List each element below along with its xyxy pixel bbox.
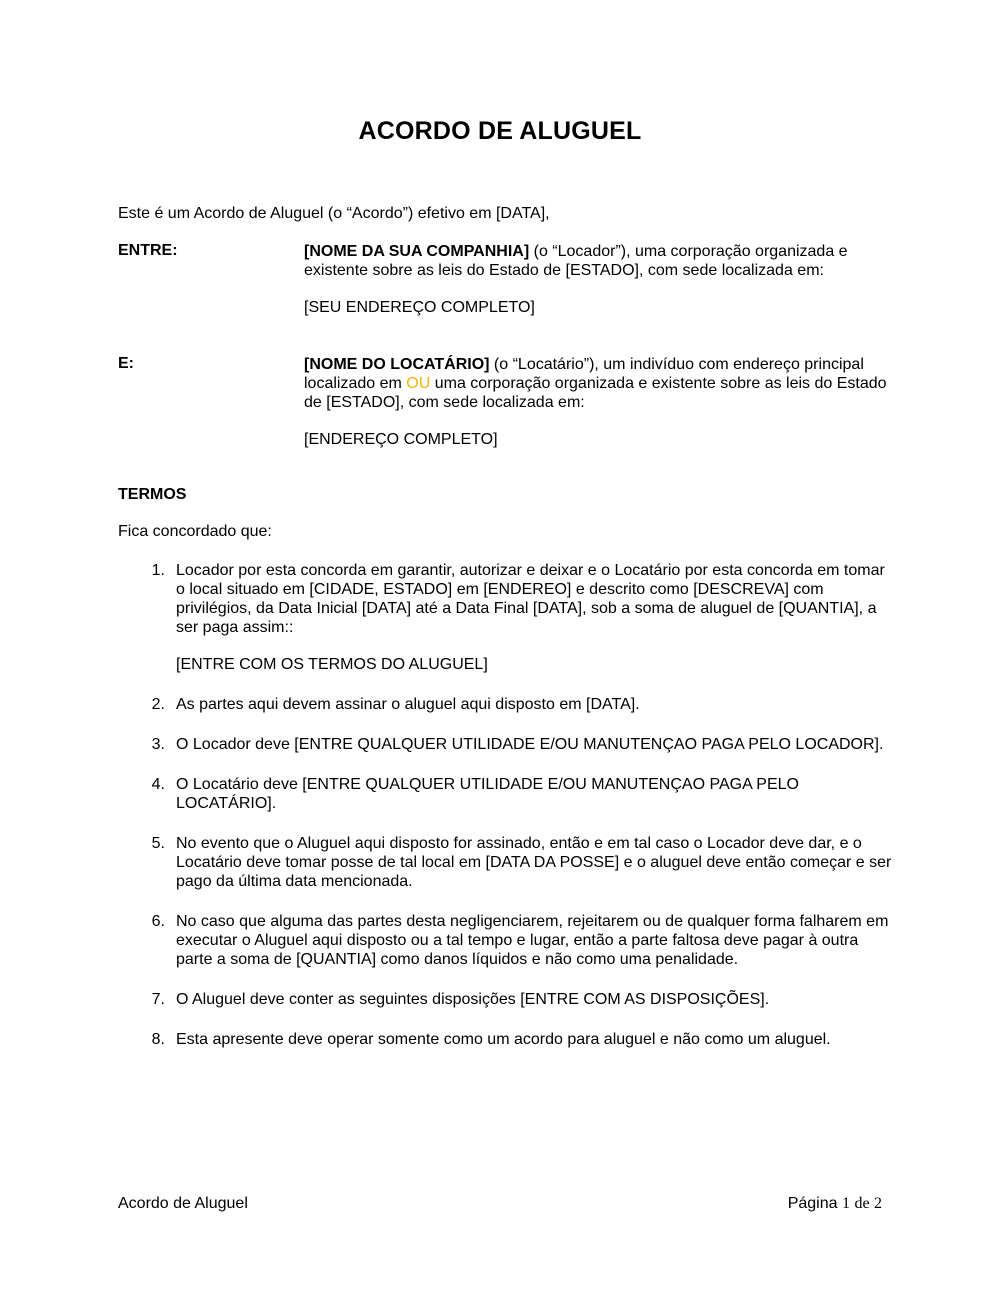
item-number: 8. — [151, 1031, 165, 1048]
item-text: Esta apresente deve operar somente como um acordo para aluguel e não como um aluguel. — [176, 1031, 831, 1048]
list-item — [118, 912, 898, 969]
footer-document-name: Acordo de Aluguel — [118, 1195, 248, 1212]
list-item — [118, 990, 898, 1009]
item-number: 3. — [151, 736, 165, 753]
lead-text: Fica concordado que: — [118, 523, 272, 540]
item-text: No caso que alguma das partes desta negligenciarem, rejeitarem ou de qualquer forma falharem em executar o Aluguel aqui disposto ou a tal tempo e lugar, então a parte faltosa deve pagar à outra parte a soma de [QUANTIA] como danos líquidos e não como uma penalidade. — [176, 913, 889, 968]
item-text: O Locatário deve [ENTRE QUALQUER UTILIDADE E/OU MANUTENÇAO PAGA PELO LOCATÁRIO]. — [176, 776, 799, 812]
party2-text-a: (o “Locatário”), um indivíduo com endereço principal localizado em — [304, 356, 864, 392]
item-subtext: [ENTRE COM OS TERMOS DO ALUGUEL] — [176, 656, 488, 673]
list-item — [118, 775, 898, 813]
party2-name: [NOME DO LOCATÁRIO] — [304, 356, 490, 373]
section-title: TERMOS — [118, 486, 187, 503]
item-number: 2. — [151, 696, 165, 713]
item-number: 7. — [151, 991, 165, 1008]
terms-list — [118, 561, 898, 1070]
document-title: ACORDO DE ALUGUEL — [358, 117, 642, 145]
party1-block — [304, 242, 904, 317]
page-of: de — [854, 1195, 870, 1212]
item-text: Locador por esta concorda em garantir, autorizar e deixar e o Locatário por esta concorda em tomar o local situado em [CIDADE, ESTADO] em [ENDEREO] e descrito como [DESCREVA] com privilégios, da Data Inicial [DATA] até a Data Final [DATA], sob a soma de aluguel de [QUANTIA], a ser paga assim:: — [176, 562, 885, 636]
item-text: O Aluguel deve conter as seguintes disposições [ENTRE COM AS DISPOSIÇÕES]. — [176, 991, 770, 1008]
party1-description — [304, 242, 904, 280]
party1-name: [NOME DA SUA COMPANHIA] — [304, 243, 530, 260]
party2-text-b: uma corporação organizada e existente sobre as leis do Estado de [ESTADO], com sede localizada em: — [304, 375, 887, 411]
party1-text: (o “Locador”), uma corporação organizada e existente sobre as leis do Estado de [ESTADO], com sede localizada em: — [304, 243, 848, 279]
party1-label: ENTRE: — [118, 242, 178, 259]
list-item — [118, 561, 898, 674]
list-item — [118, 695, 898, 714]
party2-description — [304, 355, 904, 412]
item-text: O Locador deve [ENTRE QUALQUER UTILIDADE E/OU MANUTENÇAO PAGA PELO LOCADOR]. — [176, 736, 884, 753]
list-item — [118, 1030, 898, 1049]
item-number: 5. — [151, 835, 165, 852]
item-number: 1. — [151, 562, 165, 579]
party2-block — [304, 355, 904, 449]
page-total: 2 — [874, 1195, 882, 1212]
item-number: 4. — [151, 776, 165, 793]
page-label: Página — [787, 1195, 838, 1212]
item-number: 6. — [151, 913, 165, 930]
list-item — [118, 735, 898, 754]
party2-highlight: OU — [406, 375, 431, 392]
item-text: No evento que o Aluguel aqui disposto for assinado, então e em tal caso o Locador deve dar, e o Locatário deve tomar posse de tal local em [DATA DA POSSE] e o aluguel deve então começar e ser pago da última data mencionada. — [176, 835, 892, 890]
footer-page-number — [788, 1195, 882, 1213]
party1-address: [SEU ENDEREÇO COMPLETO] — [304, 299, 535, 316]
intro-paragraph: Este é um Acordo de Aluguel (o “Acordo”) efetivo em [DATA], — [118, 205, 550, 222]
party2-address: [ENDEREÇO COMPLETO] — [304, 431, 498, 448]
party2-label: E: — [118, 355, 134, 372]
item-text: As partes aqui devem assinar o aluguel aqui disposto em [DATA]. — [176, 696, 640, 713]
list-item — [118, 834, 898, 891]
page-current: 1 — [841, 1195, 850, 1212]
